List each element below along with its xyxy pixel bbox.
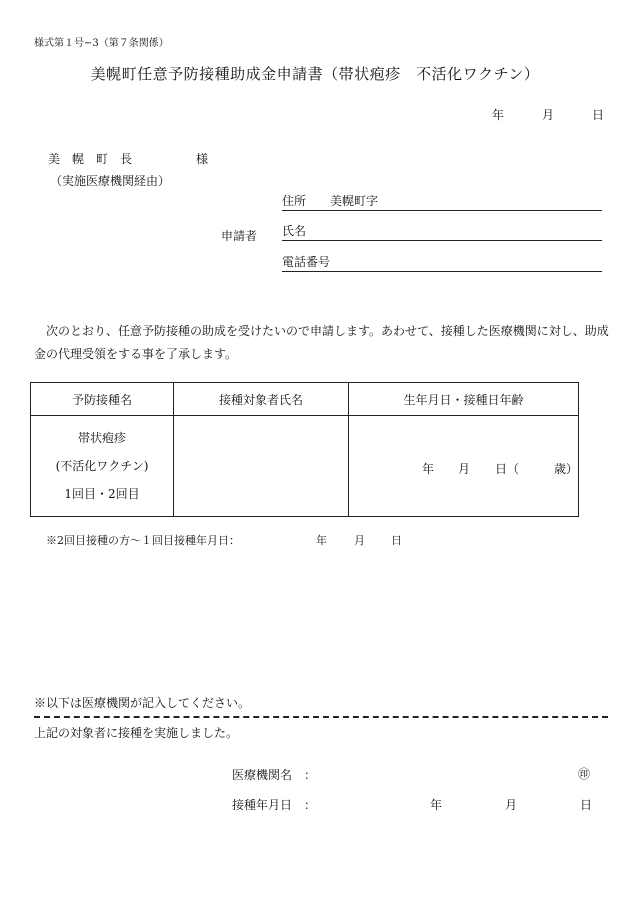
clinic-instruction: ※以下は医療機関が記入してください。 (34, 696, 251, 710)
header-dob-age: 生年月日・接種日年齢 (349, 383, 579, 416)
subject-name-cell[interactable] (174, 416, 349, 517)
phone-label: 電話番号 (282, 255, 331, 269)
header-subject-name: 接種対象者氏名 (174, 383, 349, 416)
date-year: 年 (492, 108, 505, 122)
applicant-label: 申請者 (221, 229, 258, 243)
second-dose-day: 日 (391, 534, 402, 547)
vaccination-done-text: 上記の対象者に接種を実施しました。 (34, 726, 239, 740)
vaccination-day: 日 (580, 798, 593, 812)
date-month: 月 (542, 108, 555, 122)
vaccine-name: 帯状疱疹 (77, 431, 126, 445)
application-table (30, 382, 579, 517)
address-label: 住所 (282, 194, 307, 208)
form-number: 様式第１号−3（第７条関係） (34, 38, 169, 49)
address-field[interactable] (282, 194, 602, 211)
date-day: 日 (592, 108, 605, 122)
vaccine-cell (31, 416, 174, 517)
institution-label: 医療機関名 ： (232, 768, 317, 782)
name-field[interactable] (282, 224, 602, 241)
addressee-via: （実施医療機関経由） (50, 174, 171, 188)
dob-cell[interactable] (349, 416, 579, 517)
table-header-row (31, 383, 579, 416)
body-text: 次のとおり、任意予防接種の助成を受けたいので申請します。あわせて、接種した医療機関に対し、助成金の代理受領をする事を了承します。 (34, 324, 609, 361)
dob-age: 歳） (554, 462, 579, 476)
name-label: 氏名 (282, 224, 307, 238)
addressee (48, 150, 209, 167)
address-value: 美幌町字 (330, 194, 379, 208)
seal-mark: ㊞ (578, 767, 591, 781)
document-title: 美幌町任意予防接種助成金申請書（帯状疱疹 不活化ワクチン） (90, 65, 540, 83)
second-dose-note-text: ※2回目接種の方〜１回目接種年月日： (46, 534, 240, 547)
table-row (31, 416, 579, 517)
dob-day: 日（ (495, 462, 520, 476)
addressee-name: 美 幌 町 長 (48, 152, 133, 166)
vaccination-month: 月 (505, 798, 518, 812)
addressee-honorific: 様 (196, 152, 209, 166)
vaccination-year: 年 (430, 798, 443, 812)
second-dose-year: 年 (316, 534, 327, 547)
vaccine-type: (不活化ワクチン) (55, 459, 149, 473)
dob-year: 年 (422, 462, 435, 476)
phone-field[interactable] (282, 255, 602, 272)
vaccination-date-label: 接種年月日 ： (232, 798, 317, 812)
dob-month: 月 (458, 462, 471, 476)
dob-content (350, 417, 577, 515)
divider-dashed (34, 716, 608, 718)
header-vaccine: 予防接種名 (31, 383, 174, 416)
second-dose-month: 月 (354, 534, 365, 547)
dose-number: 1回目・2回目 (64, 487, 140, 501)
